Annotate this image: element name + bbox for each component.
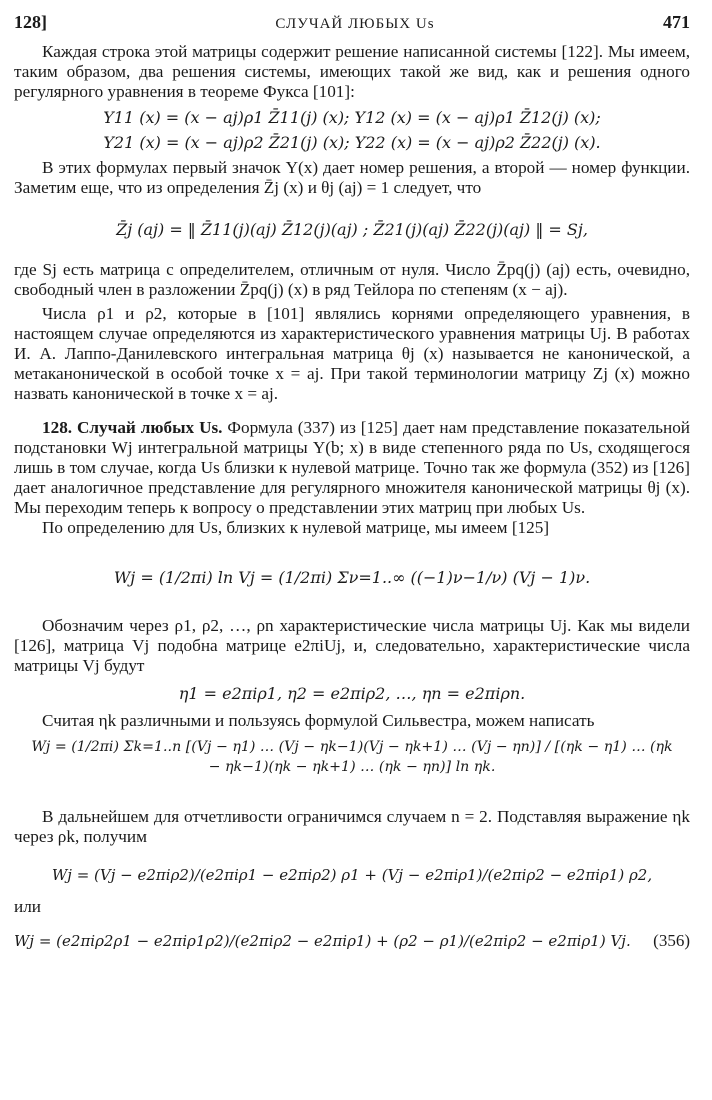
running-header	[14, 12, 690, 42]
paragraph-1: Каждая строка этой матрицы содержит решение написанной системы [122]. Мы имеем, таким образом, два решения системы, имеющих такой же вид, как и решения одного регулярного уравнения в теореме Фукса [101]:	[14, 42, 690, 101]
paragraph-3: где Sj есть матрица с определителем, отличным от нуля. Число Z̄pq(j) (aj) есть, очевидно, свободный член в разложении Z̄pq(j) (x) в ряд Тейлора по степеням (x − aj).	[14, 260, 690, 299]
equation-2: Z̄j (aj) = ‖ Z̄11(j)(aj) Z̄12(j)(aj) ; Z̄21(j)(aj) Z̄22(j)(aj) ‖ = Sj,	[116, 220, 588, 239]
paragraph-6: По определению для Us, близких к нулевой матрице, мы имеем [125]	[42, 518, 550, 537]
paragraph-10: или	[14, 897, 41, 916]
equation-6: Wj = (Vj − e2πiρ2)/(e2πiρ1 − e2πiρ2) ρ1 + (Vj − e2πiρ1)/(e2πiρ2 − e2πiρ1) ρ2,	[51, 866, 653, 884]
equation-5: Wj = (1/2πi) Σk=1..n [(Vj − η1) … (Vj − ηk−1)(Vj − ηk+1) … (Vj − ηn)] / [(ηk − η1) … (ηk − ηk−1)(ηk − ηk+1) … (ηk − ηn)] ln ηk.	[31, 739, 673, 775]
section-ref: 128]	[14, 12, 47, 32]
paragraph-8: Считая ηk различными и пользуясь формулой Сильвестра, можем написать	[42, 711, 595, 730]
running-title: СЛУЧАЙ ЛЮБЫХ Us	[275, 16, 435, 32]
equation-3: Wj = (1/2πi) ln Vj = (1/2πi) Σν=1..∞ ((−1)ν−1/ν) (Vj − 1)ν.	[113, 568, 591, 587]
equation-7: Wj = (e2πiρ2ρ1 − e2πiρ1ρ2)/(e2πiρ2 − e2πiρ1) + (ρ2 − ρ1)/(e2πiρ2 − e2πiρ1) Vj.	[14, 932, 631, 950]
page-number: 471	[662, 12, 690, 32]
equation-1b: Y21 (x) = (x − aj)ρ2 Z̄21(j) (x); Y22 (x) = (x − aj)ρ2 Z̄22(j) (x).	[103, 133, 601, 152]
section-heading: 128. Случай любых Us.	[42, 418, 223, 437]
paragraph-7: Обозначим через ρ1, ρ2, …, ρn характеристические числа матрицы Uj. Как мы видели [126], матрица Vj подобна матрице e2πiUj, и, следовательно, характеристические числа матрицы Vj будут	[14, 616, 690, 675]
paragraph-9: В дальнейшем для отчетливости ограничимся случаем n = 2. Подставляя выражение ηk через ρk, получим	[14, 807, 690, 846]
paragraph-5	[14, 418, 690, 518]
equation-number: (356)	[653, 931, 690, 950]
paragraph-4: Числа ρ1 и ρ2, которые в [101] являлись корнями определяющего уравнения, в настоящем случае определяются из характеристического уравнения матрицы Uj. В работах И. А. Лаппо-Данилевского интегральная матрица θj (x) называется не канонической, а метаканонической в особой точке x = aj. При такой терминологии матрицу Zj (x) можно назвать канонической в точке x = aj.	[14, 304, 690, 403]
paragraph-5-body: Формула (337) из [125] дает нам представление показательной подстановки Wj интегральной матрицы Y(b; x) в виде степенного ряда по Us, сходящегося лишь в том случае, когда Us близки к нулевой матрице. Точно так же формула (352) из [126] дает аналогичное представление для регулярного множителя канонической матрицы θj (x). Мы переходим теперь к вопросу о представлении этих матриц при любых Us.	[14, 418, 690, 517]
paragraph-2: В этих формулах первый значок Y(x) дает номер решения, а второй — номер функции. Заметим еще, что из определения Z̄j (x) и θj (aj) = 1 следует, что	[14, 158, 690, 197]
equation-4: η1 = e2πiρ1, η2 = e2πiρ2, …, ηn = e2πiρn.	[178, 684, 526, 703]
equation-1a: Y11 (x) = (x − aj)ρ1 Z̄11(j) (x); Y12 (x) = (x − aj)ρ1 Z̄12(j) (x);	[103, 108, 601, 127]
